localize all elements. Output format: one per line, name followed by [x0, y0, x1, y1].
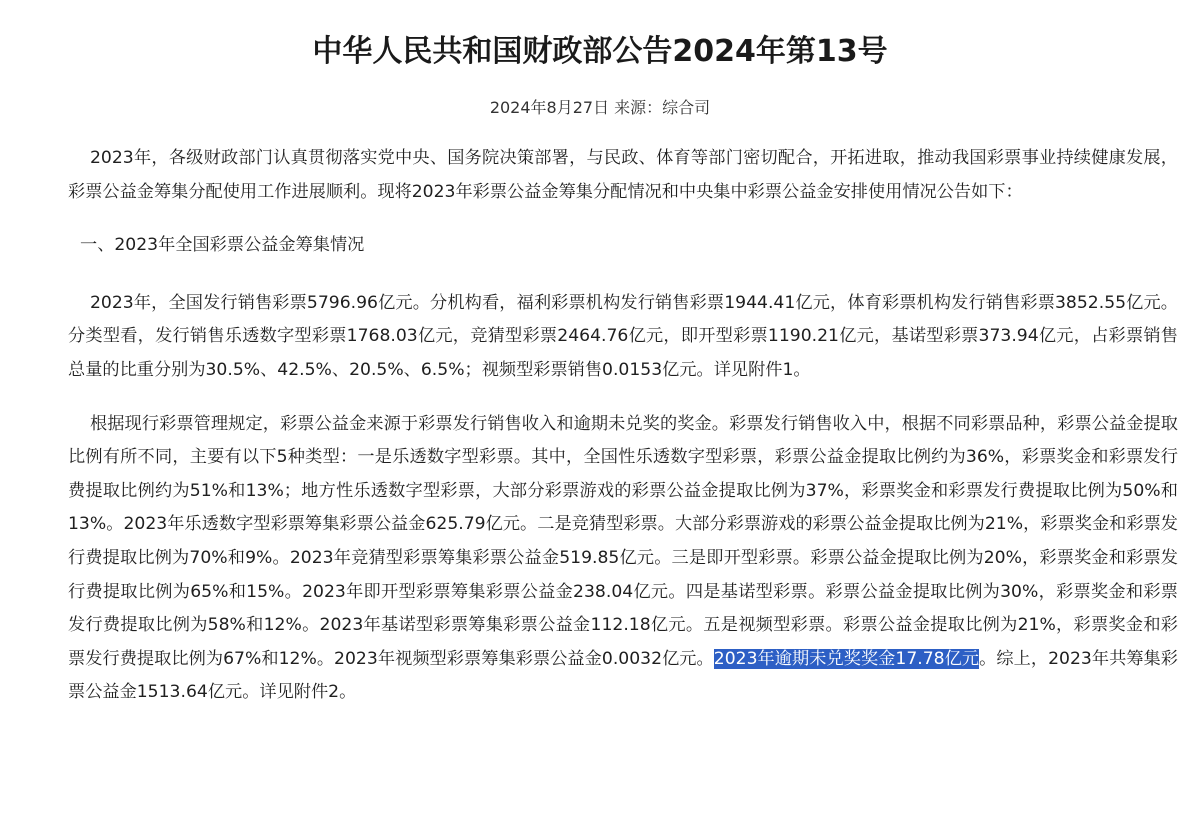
article-title: 中华人民共和国财政部公告2024年第13号	[312, 34, 888, 69]
article-content	[68, 142, 1178, 710]
paragraph-sales: 2023年，全国发行销售彩票5796.96亿元。分机构看，福利彩票机构发行销售彩票1944.41亿元，体育彩票机构发行销售彩票3852.55亿元。分类型看，发行销售乐透数字型彩票1768.03亿元，竞猜型彩票2464.76亿元，即开型彩票1190.21亿元，基诺型彩票373.94亿元，占彩票销售总量的比重分别为30.5%、42.5%、20.5%、6.5%；视频型彩票销售0.0153亿元。详见附件1。	[68, 292, 1178, 380]
paragraph-rules	[68, 408, 1178, 710]
selected-text-highlight[interactable]: 2023年逾期未兑奖奖金17.78亿元	[713, 648, 980, 669]
paragraph-rules-text-after: 。综上，2023年共筹集彩票公益金1513.64亿元。详见附件2。	[68, 648, 1178, 703]
paragraph-rules-text-before: 根据现行彩票管理规定，彩票公益金来源于彩票发行销售收入和逾期未兑奖的奖金。彩票发行销售收入中，根据不同彩票品种，彩票公益金提取比例有所不同，主要有以下5种类型：一是乐透数字型彩票。其中，全国性乐透数字型彩票，彩票公益金提取比例约为36%，彩票奖金和彩票发行费提取比例约为51%和13%；地方性乐透数字型彩票，大部分彩票游戏的彩票公益金提取比例为37%，彩票奖金和彩票发行费提取比例为50%和13%。2023年乐透数字型彩票筹集彩票公益金625.79亿元。二是竞猜型彩票。大部分彩票游戏的彩票公益金提取比例为21%，彩票奖金和彩票发行费提取比例为70%和9%。2023年竞猜型彩票筹集彩票公益金519.85亿元。三是即开型彩票。彩票公益金提取比例为20%，彩票奖金和彩票发行费提取比例为65%和15%。2023年即开型彩票筹集彩票公益金238.04亿元。四是基诺型彩票。彩票公益金提取比例为30%，彩票奖金和彩票发行费提取比例为58%和12%。2023年基诺型彩票筹集彩票公益金112.18亿元。五是视频型彩票。彩票公益金提取比例为21%，彩票奖金和彩票发行费提取比例为67%和12%。2023年视频型彩票筹集彩票公益金0.0032亿元。	[68, 413, 1178, 669]
article-meta: 2024年8月27日 来源：综合司	[489, 98, 711, 117]
paragraph-intro: 2023年，各级财政部门认真贯彻落实党中央、国务院决策部署，与民政、体育等部门密切配合，开拓进取，推动我国彩票事业持续健康发展，彩票公益金筹集分配使用工作进展顺利。现将2023年彩票公益金筹集分配情况和中央集中彩票公益金安排使用情况公告如下：	[68, 148, 1178, 202]
section-heading-1: 一、2023年全国彩票公益金筹集情况	[80, 235, 365, 256]
